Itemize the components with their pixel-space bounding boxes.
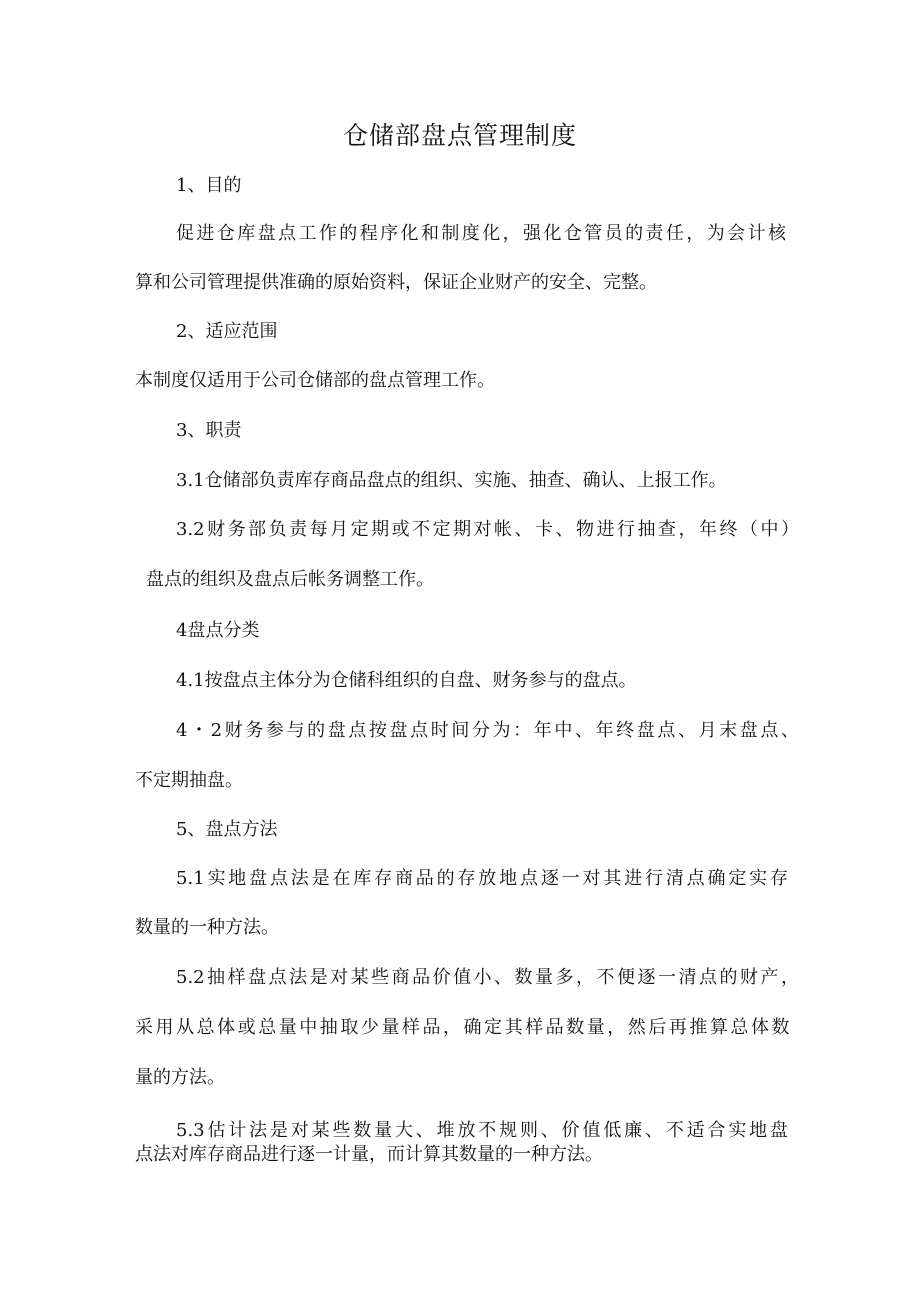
paragraph-line: 本制度仅适用于公司仓储部的盘点管理工作。 — [135, 370, 495, 391]
paragraph-line: 5.1实地盘点法是在库存商品的存放地点逐一对其进行清点确定实存 — [176, 868, 788, 889]
paragraph-line: 采用从总体或总量中抽取少量样品，确定其样品数量，然后再推算总体数 — [135, 1017, 790, 1038]
paragraph-line: 5.3估计法是对某些数量大、堆放不规则、价值低廉、不适合实地盘 — [176, 1120, 788, 1141]
section-heading-purpose: 1、目的 — [176, 175, 242, 196]
paragraph-line: 4.1按盘点主体分为仓储科组织的自盘、财务参与的盘点。 — [176, 670, 637, 691]
document-title: 仓储部盘点管理制度 — [342, 121, 577, 150]
section-heading-duties: 3、职责 — [176, 420, 242, 441]
paragraph-line: 数量的一种方法。 — [135, 917, 279, 938]
paragraph-line: 盘点的组织及盘点后帐务调整工作。 — [146, 569, 434, 590]
paragraph-line: 促进仓库盘点工作的程序化和制度化，强化仓管员的责任，为会计核 — [176, 223, 786, 244]
section-heading-methods: 5、盘点方法 — [176, 819, 278, 840]
paragraph-line: 算和公司管理提供准确的原始资料，保证企业财产的安全、完整。 — [135, 272, 657, 293]
section-heading-scope: 2、适应范围 — [176, 321, 278, 342]
section-heading-classification: 4盘点分类 — [176, 620, 260, 641]
paragraph-line: 4・2财务参与的盘点按盘点时间分为：年中、年终盘点、月末盘点、 — [176, 720, 799, 741]
paragraph-line: 5.2抽样盘点法是对某些商品价值小、数量多，不便逐一清点的财产， — [176, 967, 799, 988]
paragraph-line: 3.1仓储部负责库存商品盘点的组织、实施、抽查、确认、上报工作。 — [176, 470, 727, 491]
paragraph-line: 点法对库存商品进行逐一计量，而计算其数量的一种方法。 — [135, 1144, 603, 1165]
paragraph-line: 不定期抽盘。 — [135, 770, 243, 791]
paragraph-line: 3.2财务部负责每月定期或不定期对帐、卡、物进行抽查，年终（中） — [176, 519, 799, 540]
paragraph-line: 量的方法。 — [135, 1067, 225, 1088]
